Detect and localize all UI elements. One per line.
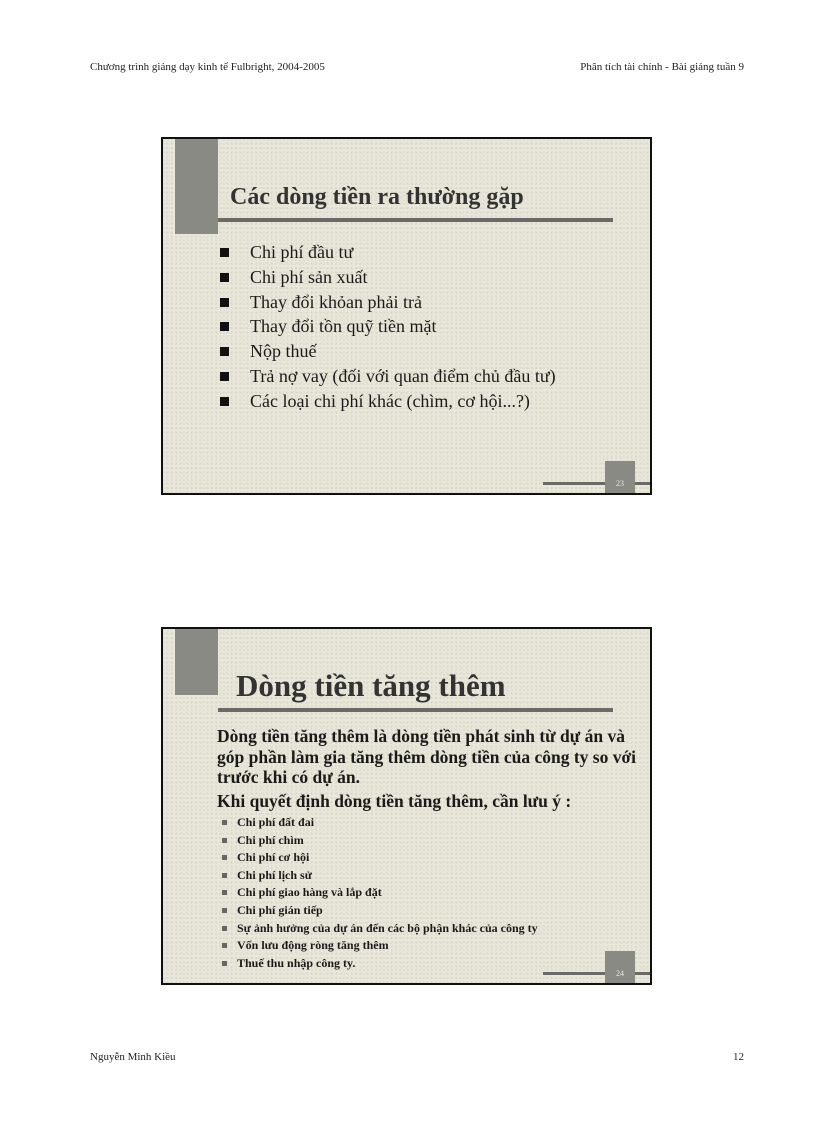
slide-title: Các dòng tiền ra thường gặp (230, 184, 524, 210)
page-header-lecture: Phân tích tài chính - Bài giảng tuần 9 (580, 61, 744, 73)
list-item: Vốn lưu động ròng tăng thêm (221, 937, 538, 955)
list-item: Thay đổi khỏan phải trả (218, 290, 556, 315)
square-bullet-icon (220, 322, 229, 331)
page-header-course: Chương trình giảng dạy kinh tế Fulbright, 2004-2005 (90, 61, 325, 73)
square-bullet-icon (220, 273, 229, 282)
slide-accent-bar (175, 629, 218, 695)
slide-subheading: Khi quyết định dòng tiền tăng thêm, cần lưu ý : (217, 791, 572, 811)
list-item: Nộp thuế (218, 339, 556, 364)
bullet-list (221, 814, 538, 972)
square-bullet-icon (222, 873, 227, 878)
list-item: Thay đổi tồn quỹ tiền mặt (218, 314, 556, 339)
square-bullet-icon (220, 248, 229, 257)
list-item: Chi phí lịch sử (221, 867, 538, 885)
list-item: Thuế thu nhập công ty. (221, 955, 538, 973)
slide-title-rule (218, 708, 613, 712)
slide-paragraph: Dòng tiền tăng thêm là dòng tiền phát sinh từ dự án và góp phần làm gia tăng thêm dòng tiền của công ty so với trước khi có dự án. (217, 726, 637, 787)
slide-number: 23 (616, 479, 624, 488)
list-item: Chi phí gián tiếp (221, 902, 538, 920)
list-item: Trả nợ vay (đối với quan điểm chủ đầu tư) (218, 364, 556, 389)
slide-title: Dòng tiền tăng thêm (236, 668, 506, 703)
square-bullet-icon (222, 926, 227, 931)
slide-number-box (605, 461, 635, 493)
list-item: Các loại chi phí khác (chìm, cơ hội...?) (218, 389, 556, 414)
slide-accent-bar (175, 139, 218, 234)
square-bullet-icon (222, 890, 227, 895)
square-bullet-icon (222, 820, 227, 825)
list-item: Chi phí cơ hội (221, 849, 538, 867)
slide-number: 24 (616, 969, 624, 978)
square-bullet-icon (220, 298, 229, 307)
bullet-list (218, 240, 556, 414)
square-bullet-icon (220, 372, 229, 381)
square-bullet-icon (220, 347, 229, 356)
list-item: Chi phí chìm (221, 832, 538, 850)
list-item: Chi phí giao hàng và lắp đặt (221, 884, 538, 902)
square-bullet-icon (222, 855, 227, 860)
square-bullet-icon (222, 943, 227, 948)
page-number: 12 (733, 1051, 744, 1063)
square-bullet-icon (222, 908, 227, 913)
square-bullet-icon (222, 961, 227, 966)
list-item: Chi phí đầu tư (218, 240, 556, 265)
square-bullet-icon (222, 838, 227, 843)
slide-23 (161, 137, 652, 495)
list-item: Chi phí đất đai (221, 814, 538, 832)
slide-number-box (605, 951, 635, 983)
page-footer-author: Nguyễn Minh Kiều (90, 1051, 176, 1063)
slide-title-rule (218, 218, 613, 222)
square-bullet-icon (220, 397, 229, 406)
list-item: Chi phí sản xuất (218, 265, 556, 290)
list-item: Sự ảnh hưởng của dự án đến các bộ phận khác của công ty (221, 920, 538, 938)
slide-24 (161, 627, 652, 985)
